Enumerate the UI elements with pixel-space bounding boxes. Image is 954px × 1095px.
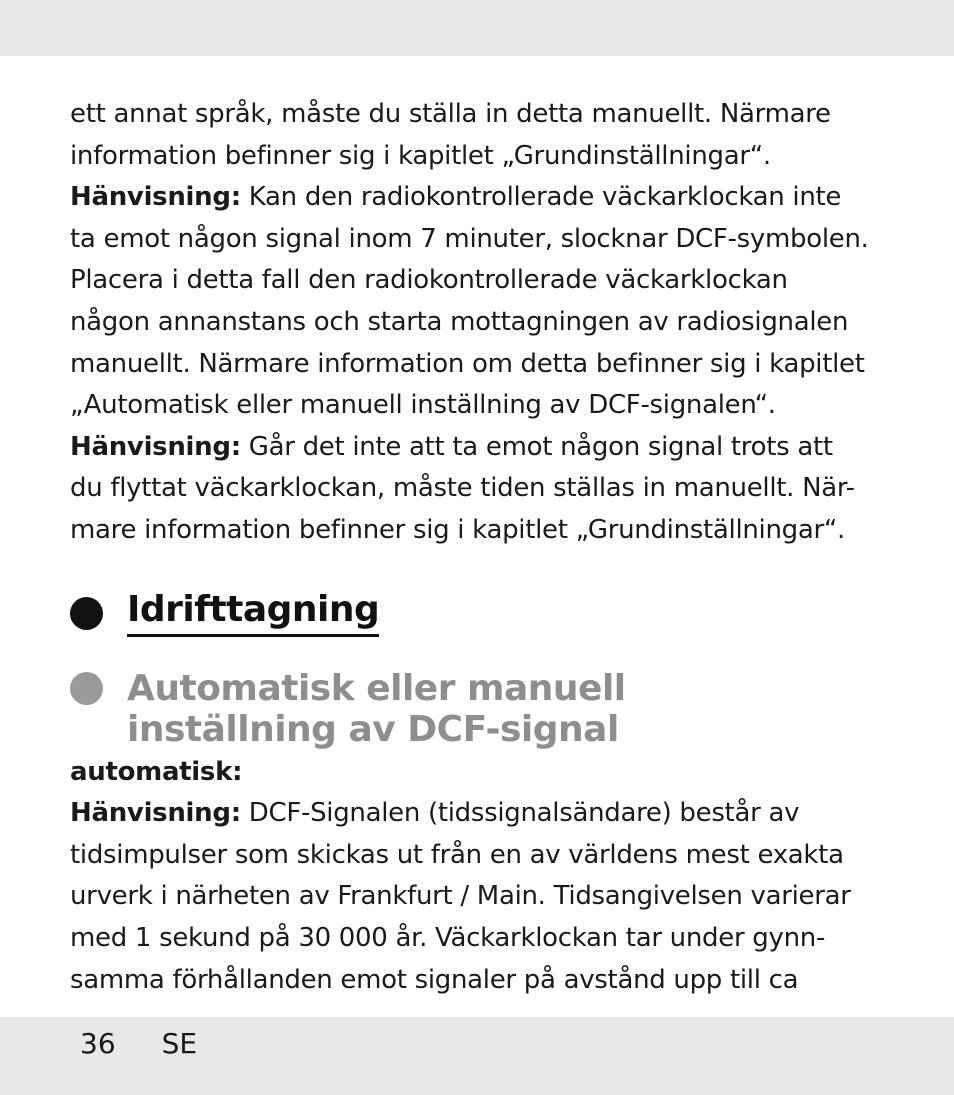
note-no-signal xyxy=(70,427,900,552)
text-line: ett annat språk, måste du ställa in detta manuellt. Närmare xyxy=(70,99,831,129)
note-dcf-timeout xyxy=(70,177,900,427)
text-line: information befinner sig i kapitlet „Grundinställningar“. xyxy=(70,140,771,171)
text-line: manuellt. Närmare information om detta befinner sig i kapitlet xyxy=(70,348,865,379)
text-line: med 1 sekund på 30 000 år. Väckarklockan tar under gynn- xyxy=(70,922,826,953)
text-line: mare information befinner sig i kapitlet „Grundinställningar“. xyxy=(70,514,846,545)
text-line: tidsimpulser som skickas ut från en av världens mest exakta xyxy=(70,839,844,870)
text-line: urverk i närheten av Frankfurt / Main. Tidsangivelsen varierar xyxy=(70,881,851,912)
section-heading xyxy=(70,588,900,640)
note-text: Kan den radiokontrollerade väckarklockan inte xyxy=(240,182,842,213)
subsection-heading-text xyxy=(127,668,626,750)
text-line xyxy=(70,177,900,219)
note-label: Hänvisning: xyxy=(70,431,241,462)
page-content xyxy=(70,94,900,1001)
note-text: Går det inte att ta emot någon signal trots att xyxy=(240,431,833,462)
text-line xyxy=(70,427,900,469)
note-label: Hänvisning: xyxy=(70,182,241,213)
note-dcf-signal xyxy=(70,793,900,1001)
subsection-heading xyxy=(70,668,900,750)
bullet-dark-icon xyxy=(70,597,103,630)
page-number: 36 xyxy=(80,1027,116,1060)
note-text: DCF-Signalen (tidssignalsändare) består av xyxy=(240,798,800,829)
heading-line: inställning av DCF-signal xyxy=(127,708,619,750)
section-heading-text: Idrifttagning xyxy=(127,590,379,637)
bullet-grey-icon xyxy=(70,672,103,705)
top-band xyxy=(0,0,954,56)
note-label: Hänvisning: xyxy=(70,798,241,829)
subheading-automatic: automatisk: xyxy=(70,756,243,787)
paragraph-continuation xyxy=(70,94,900,177)
page-footer xyxy=(80,1024,197,1064)
text-line: „Automatisk eller manuell inställning av DCF-signalen“. xyxy=(70,390,776,421)
text-line: samma förhållanden emot signaler på avstånd upp till ca xyxy=(70,964,799,995)
text-line xyxy=(70,793,900,835)
text-line: Placera i detta fall den radiokontrollerade väckarklockan xyxy=(70,265,788,296)
language-code: SE xyxy=(161,1027,198,1060)
text-line: någon annanstans och starta mottagningen av radiosignalen xyxy=(70,306,849,337)
text-line: ta emot någon signal inom 7 minuter, slocknar DCF-symbolen. xyxy=(70,223,869,254)
heading-line: Automatisk eller manuell xyxy=(127,667,626,709)
text-line: du flyttat väckarklockan, måste tiden ställas in manuellt. När- xyxy=(70,473,855,504)
